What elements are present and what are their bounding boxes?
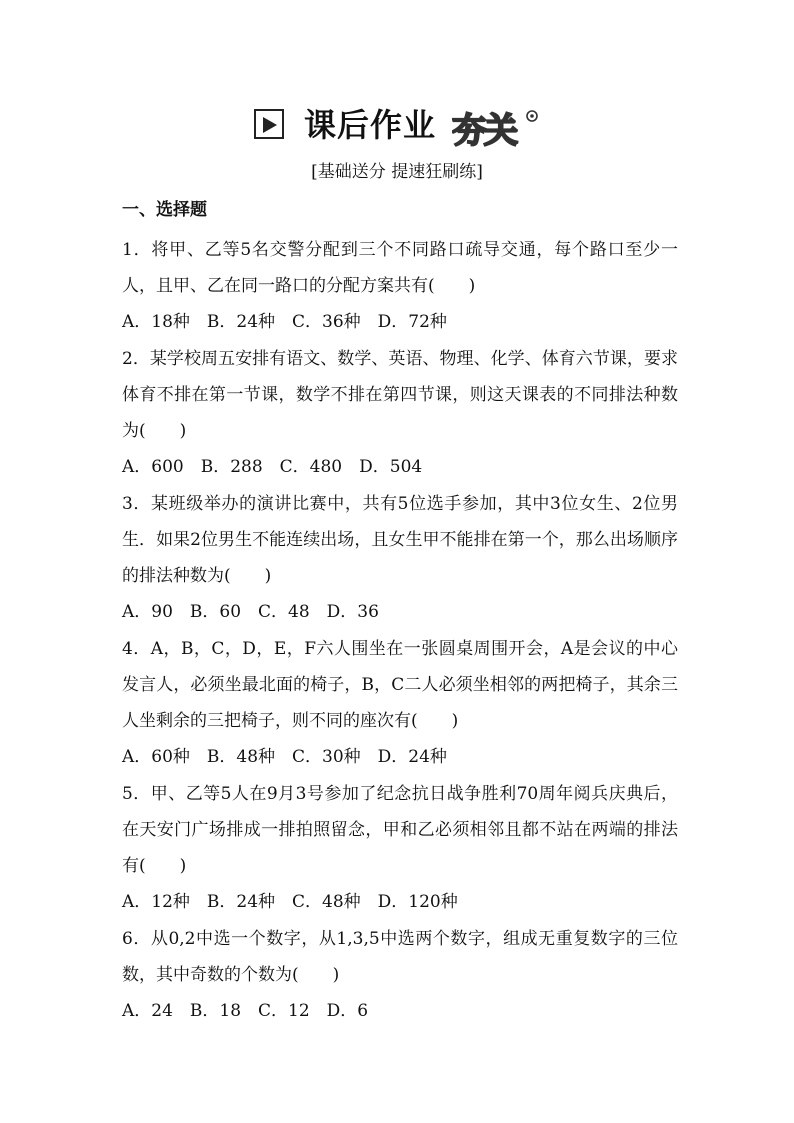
logo-icon — [452, 108, 548, 150]
svg-text:夯关: 夯关 — [452, 111, 516, 150]
question-options: A．24 B．18 C．12 D．6 — [122, 1001, 369, 1021]
question-item — [122, 232, 678, 340]
question-options: A．12种 B．24种 C．48种 D．120种 — [122, 892, 458, 912]
play-icon — [254, 109, 284, 139]
subtitle: [基础送分 提速狂刷练] — [311, 162, 483, 182]
question-item — [122, 631, 678, 775]
question-text: 3．某班级举办的演讲比赛中，共有5位选手参加，其中3位女生、2位男生．如果2位男生不能连续出场，且女生甲不能排在第一个，那么出场顺序的排法种数为( ) — [122, 494, 678, 586]
question-options: A．600 B．288 C．480 D．504 — [122, 457, 423, 477]
question-options: A．60种 B．48种 C．30种 D．24种 — [122, 747, 447, 767]
question-item — [122, 341, 678, 485]
question-options: A．18种 B．24种 C．36种 D．72种 — [122, 312, 447, 332]
question-text: 5．甲、乙等5人在9月3号参加了纪念抗日战争胜利70周年阅兵庆典后，在天安门广场排成一排拍照留念，甲和乙必须相邻且都不站在两端的排法有( ) — [122, 784, 678, 876]
section-heading: 一、选择题 — [122, 200, 207, 220]
question-item — [122, 921, 678, 1029]
header — [0, 104, 794, 150]
question-options: A．90 B．60 C．48 D．36 — [122, 602, 379, 622]
page-title: 课后作业 — [304, 106, 437, 144]
question-item — [122, 776, 678, 920]
question-item — [122, 486, 678, 630]
question-text: 4．A，B，C，D，E，F六人围坐在一张圆桌周围开会，A是会议的中心发言人，必须坐最北面的椅子，B，C二人必须坐相邻的两把椅子，其余三人坐剩余的三把椅子，则不同的座次有( ) — [122, 639, 678, 731]
question-text: 1．将甲、乙等5名交警分配到三个不同路口疏导交通，每个路口至少一人，且甲、乙在同一路口的分配方案共有( ) — [122, 240, 678, 296]
question-text: 6．从0,2中选一个数字，从1,3,5中选两个数字，组成无重复数字的三位数，其中奇数的个数为( ) — [122, 929, 678, 985]
question-list — [122, 196, 678, 1030]
question-text: 2．某学校周五安排有语文、数学、英语、物理、化学、体育六节课，要求体育不排在第一节课，数学不排在第四节课，则这天课表的不同排法种数为( ) — [122, 349, 678, 441]
